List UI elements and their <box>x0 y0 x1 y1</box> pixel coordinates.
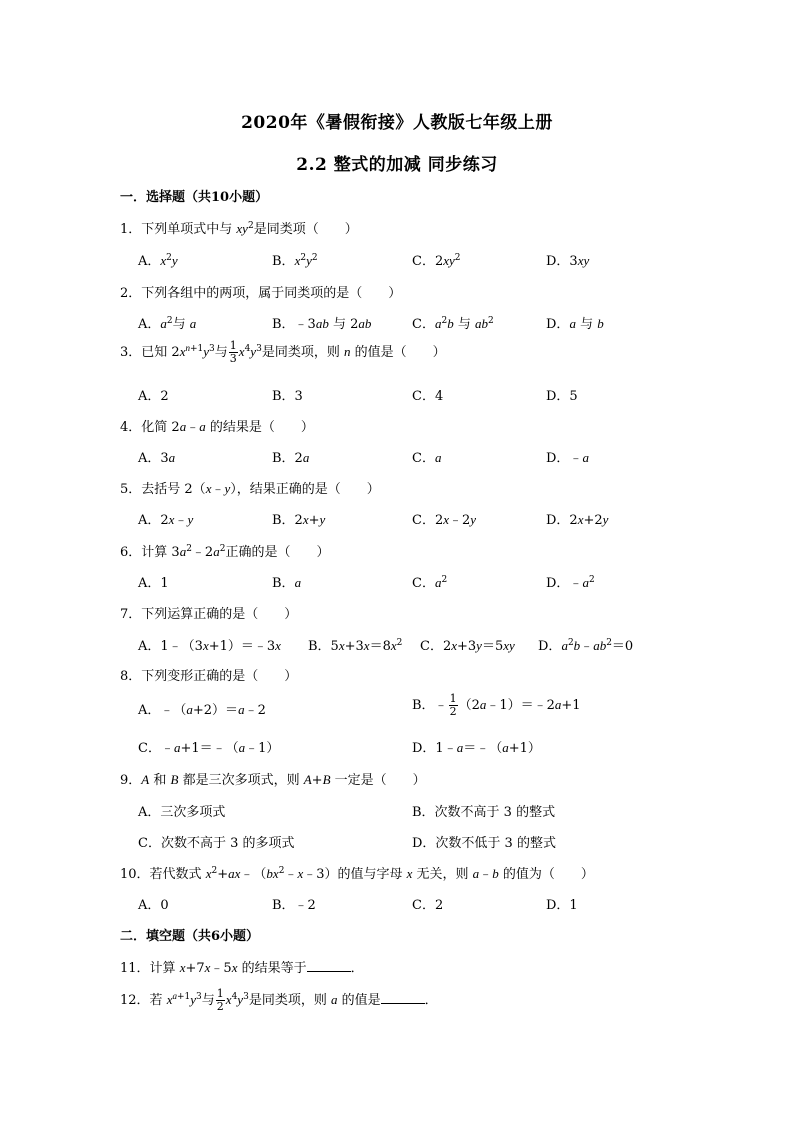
q9-option-a: A．三次多项式 <box>138 805 226 820</box>
q6-option-c: C．$a^2$ <box>412 575 448 591</box>
q2-option-b: B．﹣3ab 与 2ab <box>272 316 372 332</box>
q3-option-d: D．5 <box>546 389 578 404</box>
question-5: 5．去括号 2（x﹣y），结果正确的是（ ） <box>120 481 380 497</box>
question-10: 10．若代数式 $x^2+ax﹣(bx^2﹣x﹣3)$的值与字母 x 无关，则 a﹣b 的值为（ ） <box>120 866 594 882</box>
q4-option-b: B．2a <box>272 450 310 466</box>
q10-option-d: D．1 <box>546 898 578 913</box>
q1-option-d: D．3xy <box>546 253 590 269</box>
q8-option-a: A．﹣（a+2）＝a﹣2 <box>138 702 266 718</box>
question-11: 11．计算 x+7x﹣5x 的结果等于 ． <box>120 960 364 976</box>
q10-option-b: B．﹣2 <box>272 898 316 913</box>
q7-option-b: B．$5x+3x=8x^2$ <box>308 638 403 654</box>
q9-option-d: D．次数不低于 3 的整式 <box>412 836 556 851</box>
q6-option-b: B．a <box>272 575 302 591</box>
page-title: 2020年《暑假衔接》人教版七年级上册 <box>241 113 553 133</box>
q1-option-a: A．$x^2y$ <box>138 253 178 269</box>
q9-option-c: C．次数不高于 3 的多项式 <box>138 836 295 851</box>
answer-blank[interactable] <box>381 991 425 1004</box>
q5-option-b: B．2x+y <box>272 512 326 528</box>
q5-option-c: C．2x﹣2y <box>412 512 477 528</box>
q2-option-a: A．$a^2$与 a <box>138 316 197 332</box>
q3-option-c: C．4 <box>412 389 444 404</box>
q5-option-a: A．2x﹣y <box>138 512 194 528</box>
q6-option-d: D．$﹣a^2$ <box>546 575 595 591</box>
fraction-one-half: $\frac{1}{2}$ <box>216 987 224 1013</box>
q7-option-d: D．$a^2b﹣ab^2=0$ <box>538 638 634 654</box>
q5-option-d: D．2x+2y <box>546 512 609 528</box>
q3-option-b: B．3 <box>272 389 303 404</box>
q1-option-c: C．$2xy^2$ <box>412 253 461 269</box>
q10-option-a: A．0 <box>138 898 169 913</box>
q3-option-a: A．2 <box>138 389 169 404</box>
q7-option-a: A．1﹣（3x+1）＝﹣3x <box>138 638 281 654</box>
question-12: 12．若 $x^{a+1}y^3$与 $\frac{1}{2}$ $x^4y^3$是同类项，则 a 的值是 ． <box>120 987 438 1013</box>
question-9: 9．A 和 B 都是三次多项式，则 A+B 一定是（ ） <box>120 772 426 788</box>
q2-option-c: C．$a^2b$ 与 $ab^2$ <box>412 316 494 332</box>
q4-option-c: C．a <box>412 450 442 466</box>
section-heading-choice: 一．选择题（共10小题） <box>120 190 269 205</box>
question-7: 7．下列运算正确的是（ ） <box>120 607 298 622</box>
answer-blank[interactable] <box>307 959 351 972</box>
q10-option-c: C．2 <box>412 898 444 913</box>
question-2: 2．下列各组中的两项，属于同类项的是（ ） <box>120 286 402 301</box>
q8-option-c: C．﹣a+1＝﹣（a﹣1） <box>138 740 280 756</box>
page-subtitle: 2.2 整式的加减 同步练习 <box>296 155 498 175</box>
question-8: 8．下列变形正确的是（ ） <box>120 669 298 684</box>
question-3: 3．已知 $2x^{n+1}y^3$与 $\frac{1}{3}$ $x^4y^3$是同类项，则 n 的值是（ ） <box>120 339 446 365</box>
q4-option-d: D．﹣a <box>546 450 589 466</box>
question-1: 1．下列单项式中与 $xy^2$是同类项（ ） <box>120 221 358 237</box>
q8-option-d: D．1﹣a＝﹣（a+1） <box>412 740 541 756</box>
q9-option-b: B．次数不高于 3 的整式 <box>412 805 556 820</box>
fraction-one-third: $\frac{1}{3}$ <box>229 339 237 365</box>
q4-option-a: A．3a <box>138 450 176 466</box>
question-6: 6．计算 $3a^2﹣2a^2$正确的是（ ） <box>120 544 330 560</box>
q8-option-b: B．﹣ $\frac{1}{2}$ （2a﹣1）＝﹣2a+1 <box>412 692 581 718</box>
section-heading-fill: 二．填空题（共6小题） <box>120 929 260 944</box>
fraction-one-half: $\frac{1}{2}$ <box>449 692 457 718</box>
q2-option-d: D．a 与 b <box>546 316 604 332</box>
q1-option-b: B．$x^2y^2$ <box>272 253 318 269</box>
q7-option-c: C．2x+3y＝5xy <box>420 638 515 654</box>
question-4: 4．化简 2a﹣a 的结果是（ ） <box>120 419 314 435</box>
q6-option-a: A．1 <box>138 576 169 591</box>
